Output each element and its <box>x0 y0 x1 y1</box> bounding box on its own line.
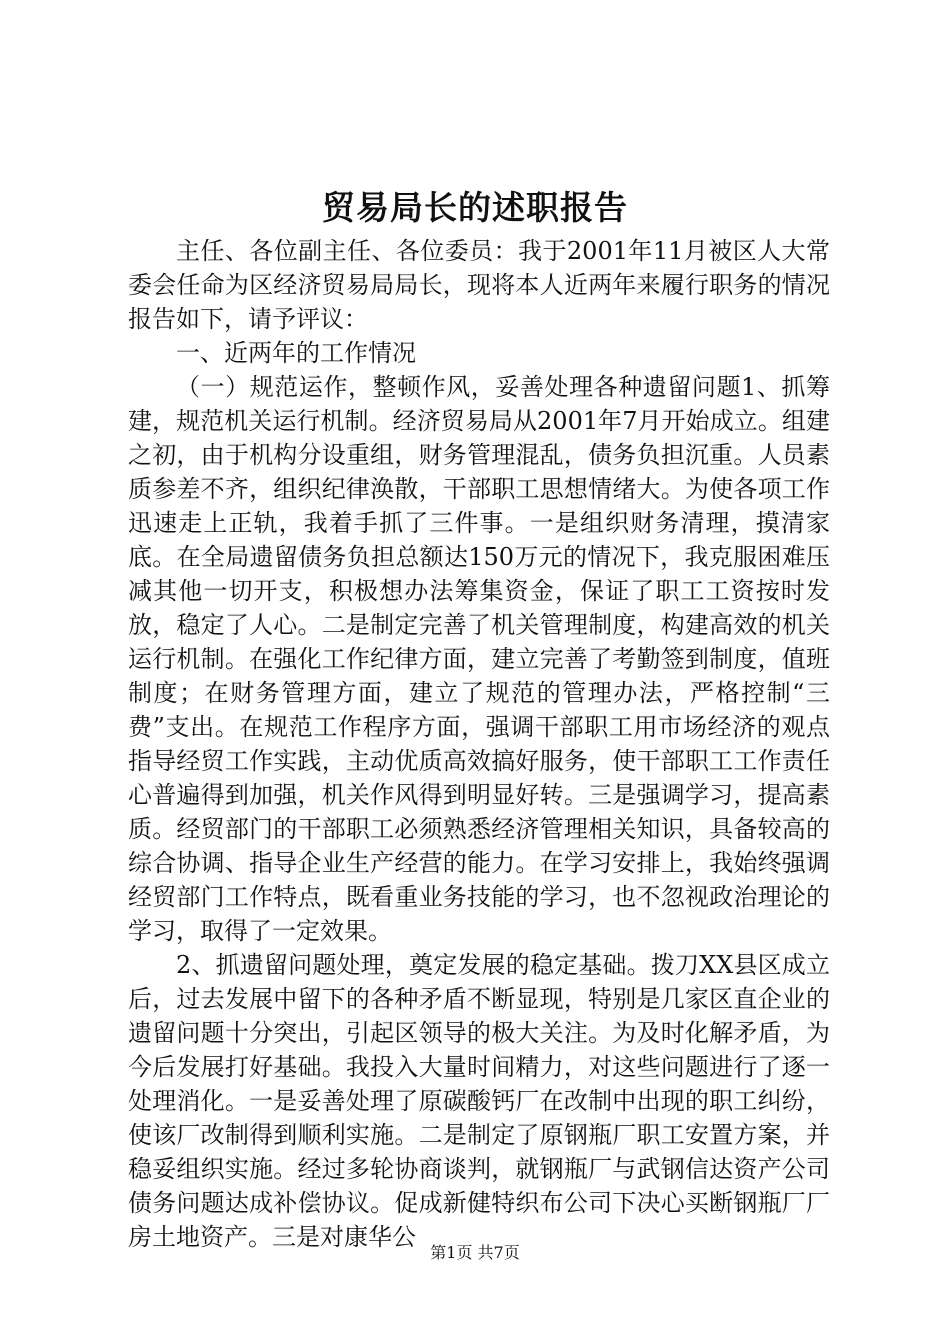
paragraph-salutation: 主任、各位副主任、各位委员：我于2001年11月被区人大常委会任命为区经济贸易局局长，现将本人近两年来履行职务的情况报告如下，请予评议： <box>128 237 830 333</box>
page-footer: 第1页 共7页 <box>430 1243 520 1262</box>
document-title: 贸易局长的述职报告 <box>322 188 628 227</box>
paragraph-section-heading: 一、近两年的工作情况 <box>176 339 416 367</box>
paragraph-subsection-one: （一）规范运作，整顿作风，妥善处理各种遗留问题1、抓筹建，规范机关运行机制。经济贸易局从2001年7月开始成立。组建之初，由于机构分设重组，财务管理混乱，债务负担沉重。人员素质参差不齐，组织纪律涣散，干部职工思想情绪大。为使各项工作迅速走上正轨，我着手抓了三件事。一是组织财务清理，摸清家底。在全局遗留债务负担总额达150万元的情况下，我克服困难压减其他一切开支，积极想办法筹集资金，保证了职工工资按时发放，稳定了人心。二是制定完善了机关管理制度，构建高效的机关运行机制。在强化工作纪律方面，建立完善了考勤签到制度，值班制度；在财务管理方面，建立了规范的管理办法，严格控制“三费”支出。在规范工作程序方面，强调干部职工用市场经济的观点指导经贸工作实践，主动优质高效搞好服务，使干部职工工作责任心普遍得到加强，机关作风得到明显好转。三是强调学习，提高素质。经贸部门的干部职工必须熟悉经济管理相关知识，具备较高的综合协调、指导企业生产经营的能力。在学习安排上，我始终强调经贸部门工作特点，既看重业务技能的学习，也不忽视政治理论的学习，取得了一定效果。 <box>128 373 830 945</box>
paragraph-item-two: 2、抓遗留问题处理，奠定发展的稳定基础。拨刀XX县区成立后，过去发展中留下的各种矛盾不断显现，特别是几家区直企业的遗留问题十分突出，引起区领导的极大关注。为及时化解矛盾，为今后发展打好基础。我投入大量时间精力，对这些问题进行了逐一处理消化。一是妥善处理了原碳酸钙厂在改制中出现的职工纠纷，使该厂改制得到顺利实施。二是制定了原钢瓶厂职工安置方案，并稳妥组织实施。经过多轮协商谈判，就钢瓶厂与武钢信达资产公司债务问题达成补偿协议。促成新健特织布公司下决心买断钢瓶厂厂房土地资产。三是对康华公 <box>128 951 830 1251</box>
document-body <box>128 234 830 1254</box>
